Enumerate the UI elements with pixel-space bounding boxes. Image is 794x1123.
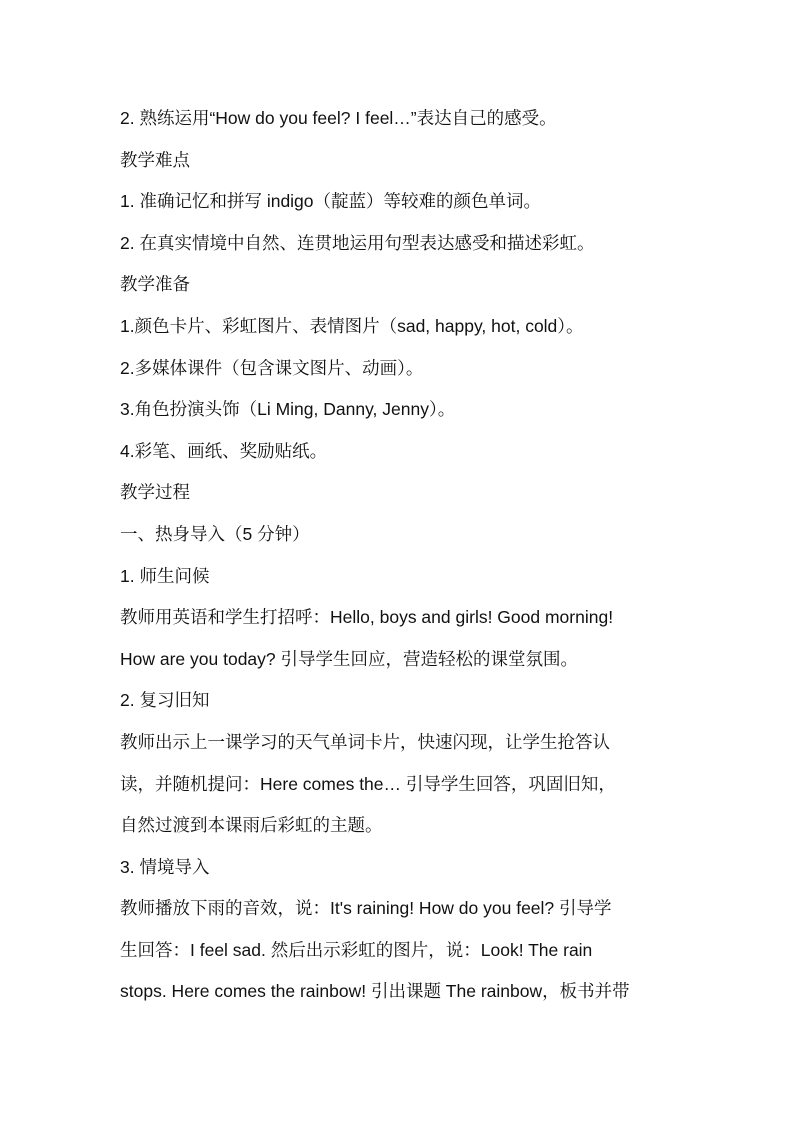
paragraph-line: stops. Here comes the rainbow! 引出课题 The rainbow，板书并带	[120, 981, 630, 1002]
subsection-heading: 1. 师生问候	[120, 565, 210, 586]
subsection-heading: 2. 复习旧知	[120, 690, 210, 711]
paragraph-line: 教师用英语和学生打招呼：Hello, boys and girls! Good morning!	[120, 607, 614, 628]
paragraph-line: 自然过渡到本课雨后彩虹的主题。	[120, 815, 383, 836]
paragraph-line: 生回答：I feel sad. 然后出示彩虹的图片，说：Look! The rain	[120, 939, 593, 960]
document-body	[120, 98, 680, 1013]
section-heading-process: 教学过程	[120, 482, 190, 503]
paragraph-line: 教师播放下雨的音效，说：It's raining! How do you feel? 引导学	[120, 898, 612, 919]
difficulty-item: 1. 准确记忆和拼写 indigo（靛蓝）等较难的颜色单词。	[120, 191, 542, 212]
preparation-item: 3.角色扮演头饰（Li Ming, Danny, Jenny）。	[120, 399, 456, 420]
process-step-heading: 一、热身导入（5 分钟）	[120, 523, 310, 544]
paragraph-line: 读，并随机提问：Here comes the… 引导学生回答，巩固旧知，	[120, 773, 616, 794]
section-heading-preparation: 教学准备	[120, 274, 190, 295]
preparation-item: 2.多媒体课件（包含课文图片、动画）。	[120, 357, 424, 378]
objective-line: 2. 熟练运用“How do you feel? I feel…”表达自己的感受。	[120, 108, 557, 128]
paragraph-line: 教师出示上一课学习的天气单词卡片，快速闪现，让学生抢答认	[120, 731, 610, 752]
preparation-item: 4.彩笔、画纸、奖励贴纸。	[120, 440, 328, 461]
preparation-item: 1.颜色卡片、彩虹图片、表情图片（sad, happy, hot, cold）。	[120, 315, 584, 336]
section-heading-difficulties: 教学难点	[120, 149, 190, 170]
difficulty-item: 2. 在真实情境中自然、连贯地运用句型表达感受和描述彩虹。	[120, 232, 595, 253]
subsection-heading: 3. 情境导入	[120, 856, 210, 877]
paragraph-line: How are you today? 引导学生回应，营造轻松的课堂氛围。	[120, 648, 579, 669]
